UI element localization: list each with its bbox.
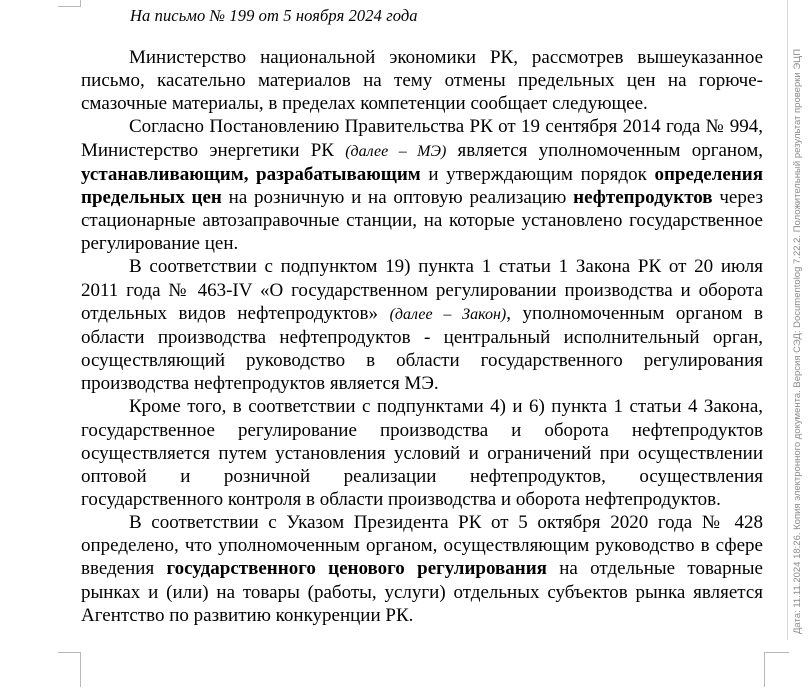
crop-mark-bottom-left [58, 652, 81, 687]
edoc-stamp-vertical: Дата: 11.11.2024 18:26. Копия электронного документа. Версия СЭД: Documentolog 7.22.2. Положительный результат проверки ЭЦП [792, 48, 803, 634]
bold-phrase: устанавливающим, разрабатывающим [81, 163, 421, 185]
paragraph-1: Министерство национальной экономики РК, рассмотрев вышеуказанное письмо, касательно материалов на тему отмены предельных цен на горюче-смазочные материалы, в пределах компетенции сообщает следующее. [81, 47, 763, 115]
paragraph-2: Согласно Постановлению Правительства РК от 19 сентября 2014 года № 994, Министерство энергетики РК (далее – МЭ) является уполномоченным органом, устанавливающим, разрабатывающим и утверждающим порядок определения предельных цен на розничную и на оптовую реализацию нефтепродуктов через стационарные автозаправочные станции, на которые установлено государственное регулирование цен. [81, 116, 764, 255]
document-body [81, 46, 763, 627]
bold-phrase: государственного ценового регулирования [166, 558, 547, 580]
bold-phrase: определения предельных цен [81, 163, 763, 208]
crop-mark-bottom-right [764, 652, 789, 687]
paragraph-3: В соответствии с подпунктом 19) пункта 1 статьи 1 Закона РК от 20 июля 2011 года № 463-IV «О государственном регулировании производства и оборота отдельных видов нефтепродуктов» (далее – Закон), уполномоченным органом в области производства нефтепродуктов - центральный исполнительный орган, осуществляющий руководство в области государственного регулирования производства нефтепродуктов является МЭ. [81, 256, 763, 395]
margin-divider [787, 0, 788, 640]
paragraph-5: В соответствии с Указом Президента РК от 5 октября 2020 года № 428 определено, что уполномоченным органом, осуществляющим руководство в сфере введения государственного ценового регулирования на отдельные товарные рынках и (или) на товары (работы, услуги) отдельных субъектов рынка является Агентство по развитию конкуренции РК. [81, 512, 763, 626]
crop-mark-top-left [58, 0, 81, 7]
paragraph-4: Кроме того, в соответствии с подпунктами 4) и 6) пункта 1 статьи 4 Закона, государственное регулирование производства и оборота нефтепродуктов осуществляется путем установления условий и ограничений при осуществлении оптовой и розничной реализации нефтепродуктов, осуществления государственного контроля в области производства и оборота нефтепродуктов. [81, 396, 763, 510]
bold-phrase: нефтепродуктов [573, 186, 713, 208]
abbreviation-note: (далее – Закон) [389, 305, 507, 323]
abbreviation-note: (далее – МЭ) [345, 142, 447, 160]
letter-reference: На письмо № 199 от 5 ноября 2024 года [130, 6, 418, 25]
